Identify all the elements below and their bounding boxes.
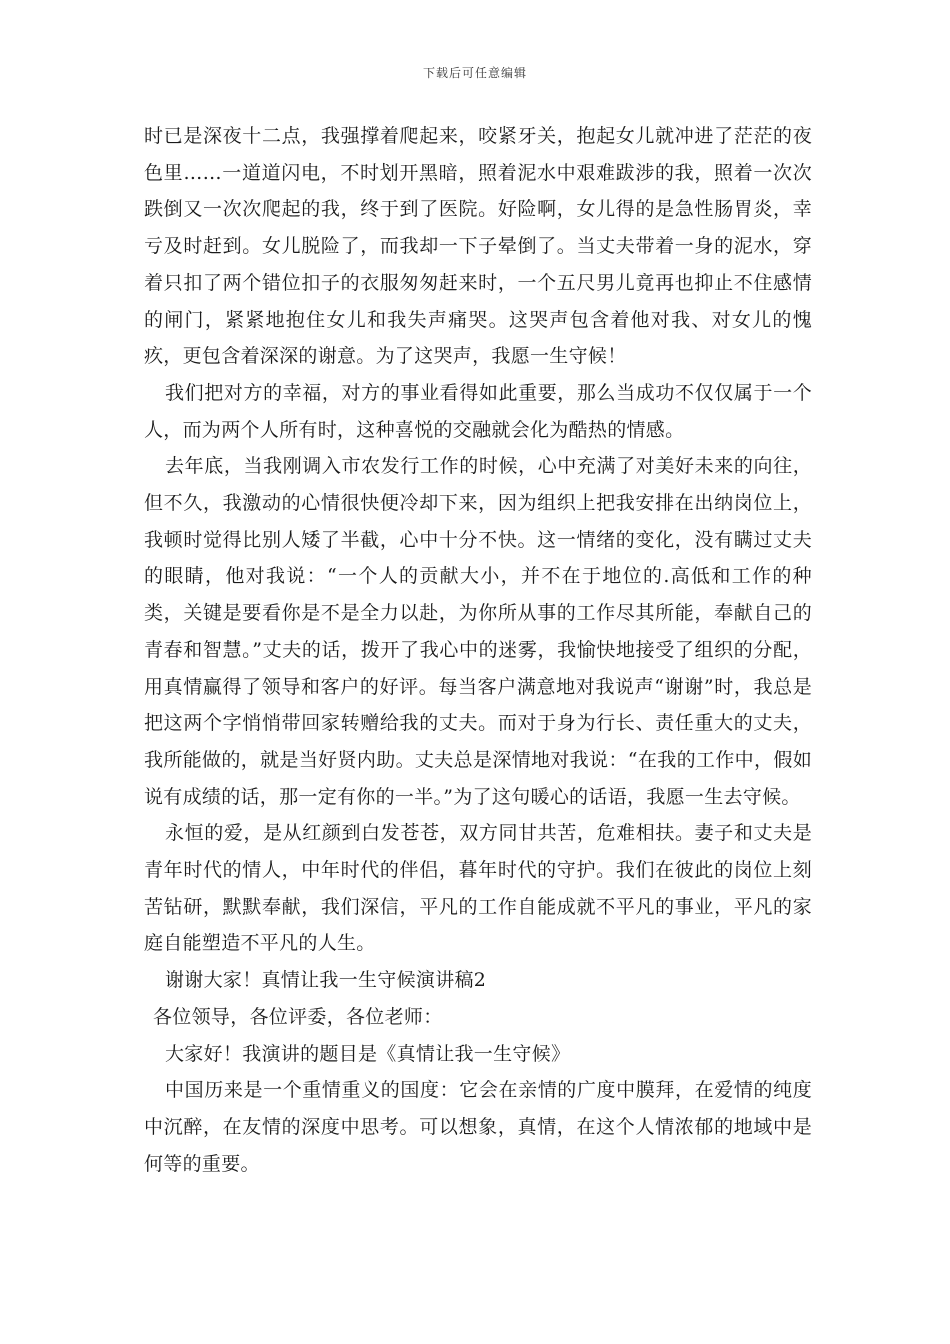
page-header: 下载后可任意编辑: [422, 66, 527, 80]
document-body: [144, 118, 812, 1182]
speech-title: 谢谢大家！真情让我一生守候演讲稿2: [165, 969, 487, 992]
paragraph-shared-joy: 我们把对方的幸福，对方的事业看得如此重要，那么当成功不仅仅属于一个人，而为两个人所有时，这种喜悦的交融就会化为酷热的情感。: [144, 381, 812, 441]
paragraph-eternal-love: 永恒的爱，是从红颜到白发苍苍，双方同甘共苦，危难相扶。妻子和丈夫是青年时代的情人，中年时代的伴侣，暮年时代的守护。我们在彼此的岗位上刻苦钻研，默默奉献，我们深信，平凡的工作自能成就不平凡的事业，平凡的家庭自能塑造不平凡的人生。: [144, 822, 812, 955]
paragraph-china-emotion: 中国历来是一个重情重义的国度：它会在亲情的广度中膜拜，在爱情的纯度中沉醉，在友情的深度中思考。可以想象，真情，在这个人情浓郁的地域中是何等的重要。: [144, 1079, 812, 1175]
speech-intro: 大家好！我演讲的题目是《真情让我一生守候》: [165, 1042, 571, 1065]
speech-greeting: 各位领导，各位评委，各位老师：: [153, 1005, 443, 1028]
paragraph-work-story: 去年底，当我刚调入市农发行工作的时候，心中充满了对美好未来的向往，但不久，我激动的心情很快便冷却下来，因为组织上把我安排在出纳岗位上，我顿时觉得比别人矮了半截，心中十分不快。这一情绪的变化，没有瞒过丈夫的眼睛，他对我说：“一个人的贡献大小，并不在于地位的.高低和工作的种类，关键是要看你是不是全力以赴，为你所从事的工作尽其所能，奉献自己的青春和智慧。”丈夫的话，拨开了我心中的迷雾，我愉快地接受了组织的分配，用真情赢得了领导和客户的好评。每当客户满意地对我说声“谢谢”时，我总是把这两个字悄悄带回家转赠给我的丈夫。而对于身为行长、责任重大的丈夫，我所能做的，就是当好贤内助。丈夫总是深情地对我说：“在我的工作中，假如说有成绩的话，那一定有你的一半。”为了这句暖心的话语，我愿一生去守候。: [144, 455, 812, 808]
paragraph-story-night: 时已是深夜十二点，我强撑着爬起来，咬紧牙关，抱起女儿就冲进了茫茫的夜色里……一道道闪电，不时划开黑暗，照着泥水中艰难跋涉的我，照着一次次跌倒又一次次爬起的我，终于到了医院。好险啊，女儿得的是急性肠胃炎，幸亏及时赶到。女儿脱险了，而我却一下子晕倒了。当丈夫带着一身的泥水，穿着只扣了两个错位扣子的衣服匆匆赶来时，一个五尺男儿竟再也抑止不住感情的闸门，紧紧地抱住女儿和我失声痛哭。这哭声包含着他对我、对女儿的愧疚，更包含着深深的谢意。为了这哭声，我愿一生守候！: [144, 125, 812, 368]
